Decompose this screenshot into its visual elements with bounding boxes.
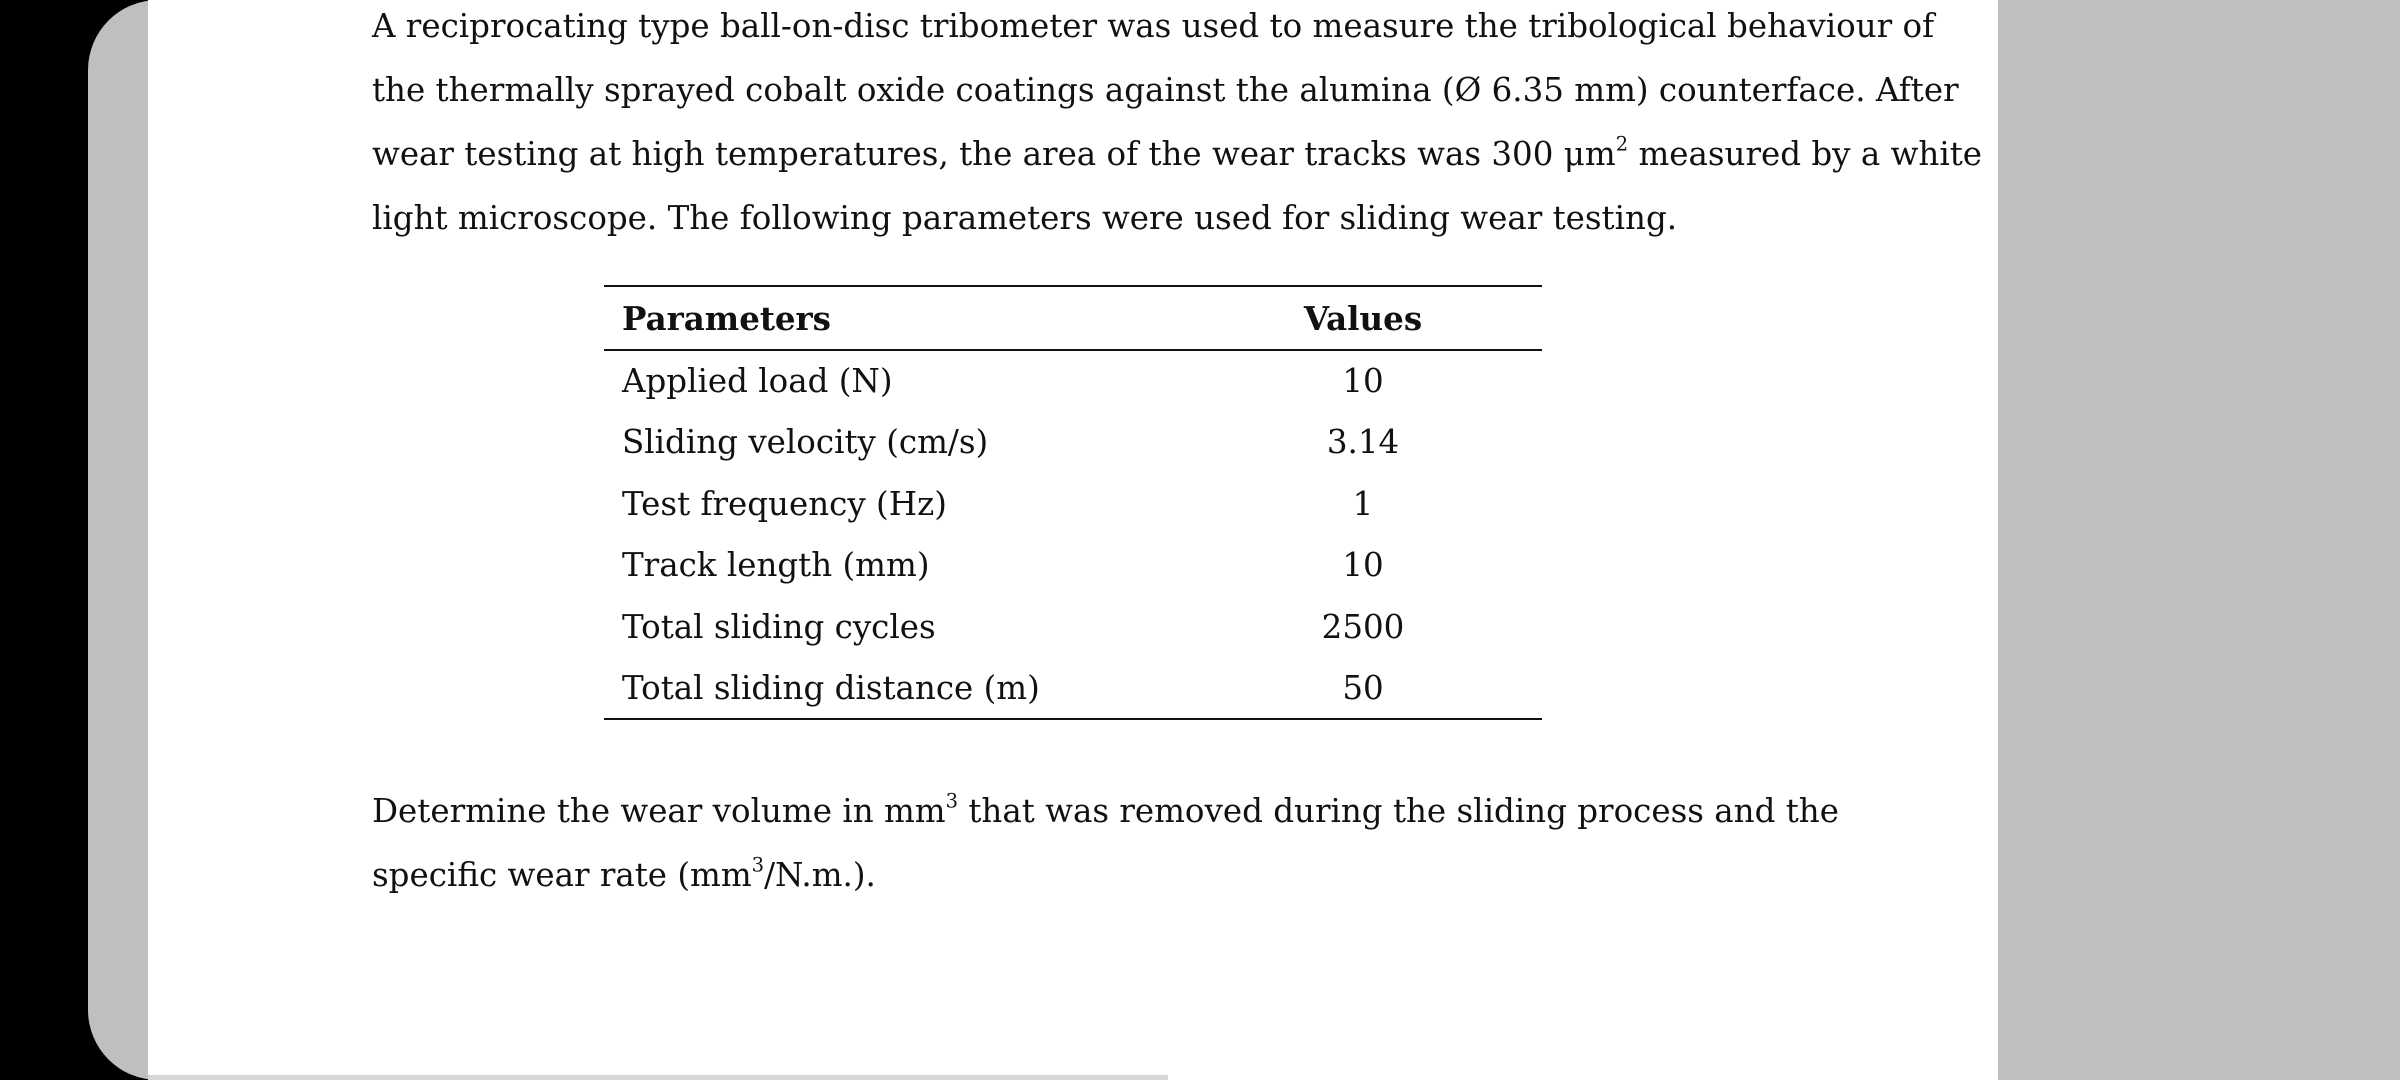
- question-line-1: [372, 779, 1839, 843]
- value-cell: 3.14: [1326, 423, 1400, 462]
- value-cell: 10: [1342, 362, 1384, 401]
- parameter-cell: Total sliding cycles: [622, 607, 936, 646]
- question-line-1-text: Determine the wear volume in mm: [372, 792, 946, 830]
- horizontal-scroll-indicator[interactable]: [148, 1075, 1168, 1080]
- document-page[interactable]: [148, 0, 1998, 1080]
- parameters-table: [604, 285, 1542, 720]
- table-row: [604, 473, 1542, 535]
- question-line-2-text: specific wear rate (mm: [372, 856, 752, 894]
- table-row: [604, 596, 1542, 658]
- intro-line-3-text: wear testing at high temperatures, the area of the wear tracks was 300 μm: [372, 135, 1616, 173]
- value-cell: 10: [1342, 546, 1384, 585]
- table-row: [604, 412, 1542, 474]
- table-header-row: [604, 286, 1542, 350]
- table-row: [604, 535, 1542, 597]
- table-row: [604, 658, 1542, 720]
- parameter-cell: Total sliding distance (m): [622, 668, 1040, 707]
- parameter-cell: Track length (mm): [622, 546, 930, 585]
- value-cell: 50: [1342, 668, 1384, 707]
- question-line-2-text-end: /N.m.).: [764, 856, 876, 894]
- intro-line-2: the thermally sprayed cobalt oxide coatings against the alumina (Ø 6.35 mm) counterface. After: [372, 71, 1959, 109]
- superscript: 3: [945, 789, 959, 813]
- header-parameters: Parameters: [622, 298, 831, 338]
- superscript: 3: [751, 853, 765, 877]
- parameter-cell: Test frequency (Hz): [622, 484, 947, 523]
- question-line-2: [372, 843, 1775, 907]
- table-row: [604, 350, 1542, 412]
- intro-line-4: light microscope. The following parameters were used for sliding wear testing.: [372, 199, 1678, 237]
- parameter-cell: Sliding velocity (cm/s): [622, 423, 989, 462]
- question-line-1-text-end: that was removed during the sliding process and the: [958, 792, 1839, 830]
- parameter-cell: Applied load (N): [622, 362, 893, 401]
- header-values: Values: [1303, 298, 1423, 338]
- intro-line-3: [372, 122, 1983, 186]
- value-cell: 2500: [1321, 607, 1405, 646]
- value-cell: 1: [1352, 484, 1374, 523]
- intro-line-3-text-end: measured by a white: [1628, 135, 1983, 173]
- intro-line-1: A reciprocating type ball-on-disc tribometer was used to measure the tribological behaviour of: [372, 7, 1935, 45]
- superscript: 2: [1615, 132, 1629, 156]
